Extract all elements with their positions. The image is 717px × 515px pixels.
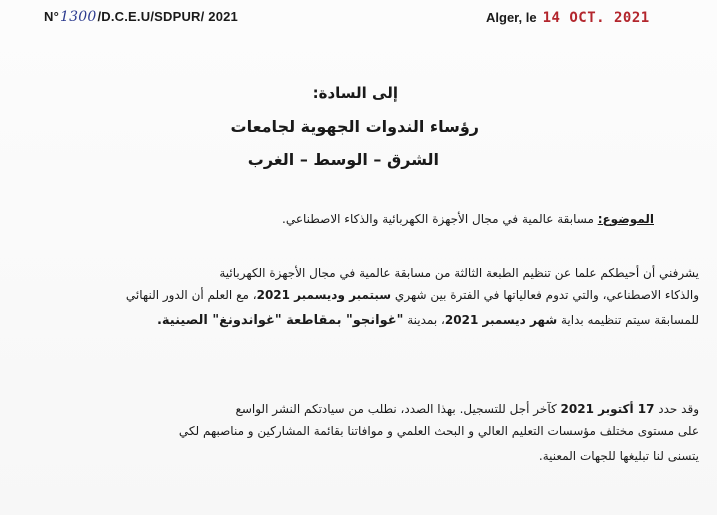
ref-suffix: /D.C.E.U/SDPUR/ 2021: [97, 9, 238, 24]
addressee-line-3: الشرق – الوسط – الغرب: [247, 150, 439, 169]
body-line-3-city: "غوانجو" بمقاطعة "غواندونغ" الصينية.: [156, 313, 404, 328]
place-label: Alger, le: [486, 10, 537, 25]
addressee-line-1: إلى السادة:: [312, 84, 398, 102]
body-line-6: يتسنى لنا تبليغها للجهات المعنية.: [538, 449, 699, 463]
body-line-4-deadline: 17 أكتوبر 2021: [560, 402, 655, 416]
subject-label: الموضوع:: [597, 212, 654, 226]
body-line-5: على مستوى مختلف مؤسسات التعليم العالي و البحث العلمي و موافاتنا بقائمة المشاركين و مناصبهم لكي: [178, 424, 699, 438]
body-line-4-part-a: وقد حدد: [654, 402, 699, 416]
body-line-3-part-c: ، بمدينة: [403, 313, 445, 327]
subject-line: [282, 212, 654, 226]
body-line-3-part-a: للمسابقة سيتم تنظيمه بداية: [557, 313, 699, 327]
ref-handwritten-number: 1300: [60, 9, 97, 25]
addressee-line-2: رؤساء الندوات الجهوية لجامعات: [230, 117, 479, 136]
body-line-2-part-c: ، مع العلم أن الدور النهائي: [125, 288, 257, 302]
body-line-3-date: شهر ديسمبر 2021: [444, 313, 558, 327]
body-line-2-part-a: والذكاء الاصطناعي، والتي تدوم فعالياتها في الفترة بين شهري: [391, 288, 699, 302]
body-line-4-part-c: كآخر أجل للتسجيل. بهذا الصدد، نطلب من سيادتكم النشر الواسع: [235, 402, 561, 416]
dateline: [486, 10, 650, 26]
body-line-2-dates: سبتمبر وديسمبر 2021: [256, 288, 392, 302]
body-line-2: [126, 288, 699, 302]
body-line-1: يشرفني أن أحيطكم علما عن تنظيم الطبعة الثالثة من مسابقة عالمية في مجال الأجهزة الكهربائية: [219, 266, 699, 280]
body-line-4: [235, 402, 699, 416]
ref-prefix: N°: [44, 9, 59, 24]
date-stamp: 14 OCT. 2021: [542, 10, 650, 26]
subject-text: مسابقة عالمية في مجال الأجهزة الكهربائية والذكاء الاصطناعي.: [282, 212, 598, 226]
body-line-3: [157, 313, 699, 328]
reference-number: [44, 9, 238, 25]
